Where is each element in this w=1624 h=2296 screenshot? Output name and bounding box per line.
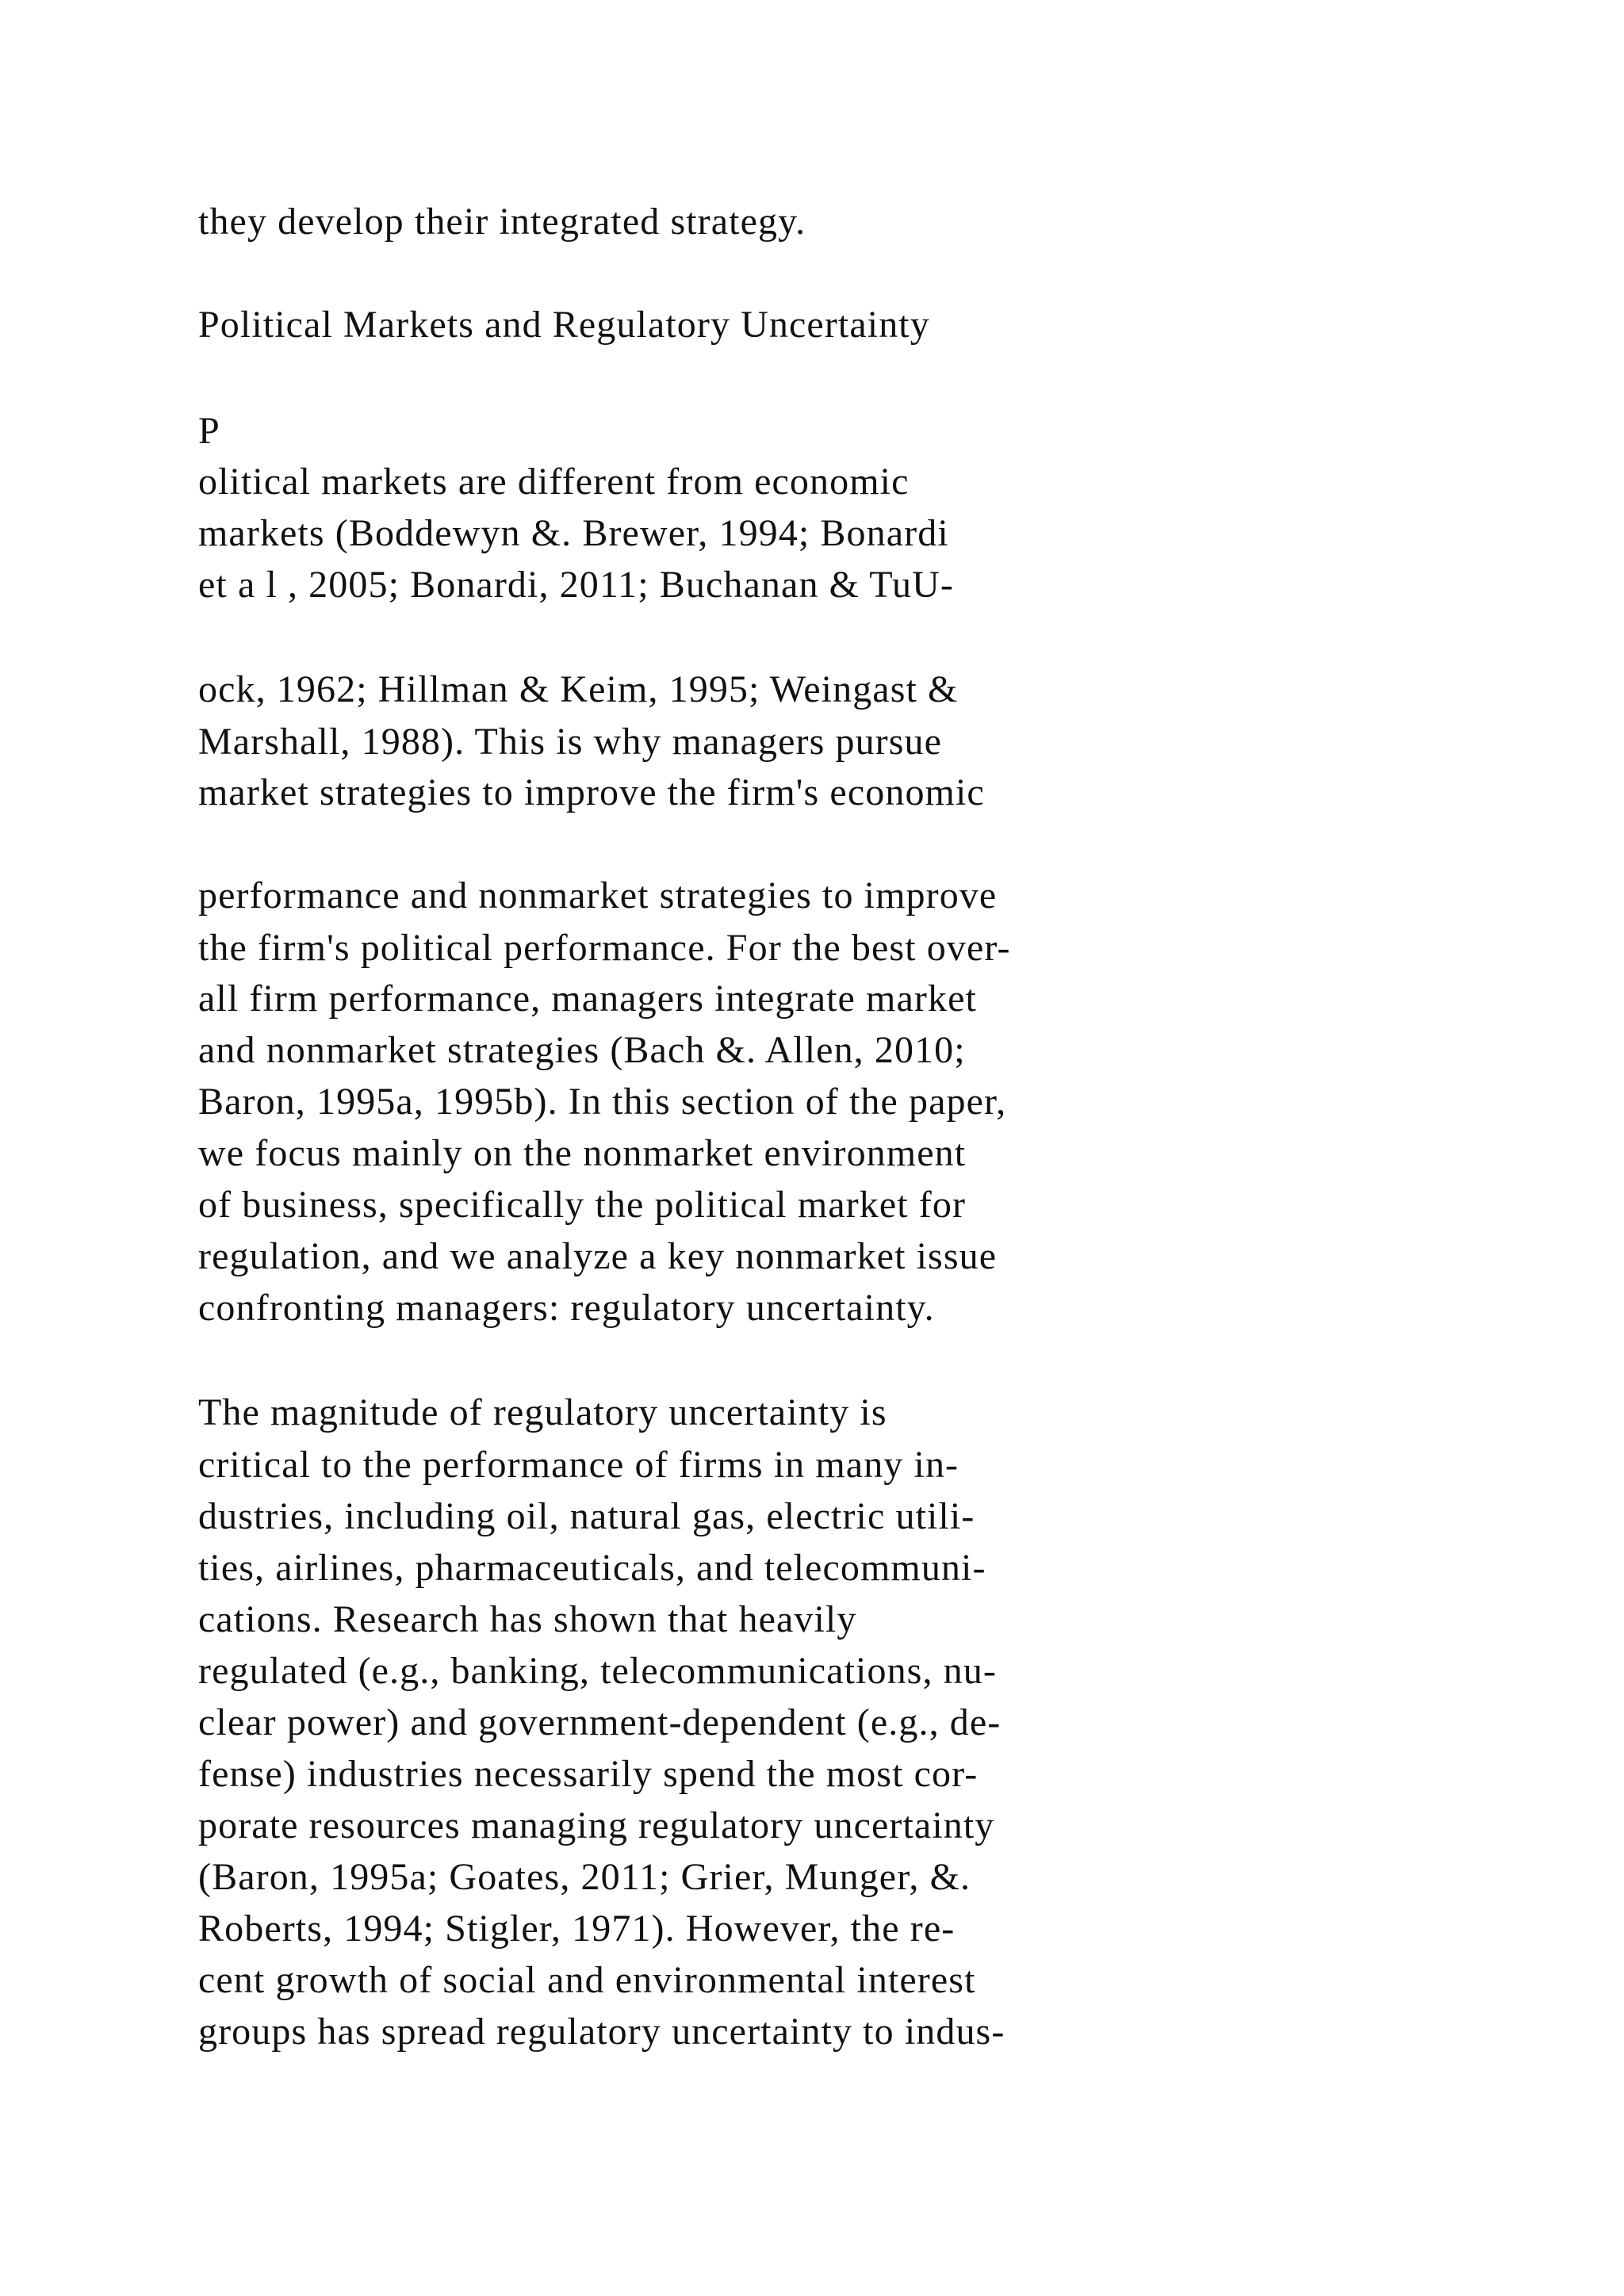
drop-cap: P — [198, 410, 220, 452]
section-heading: Political Markets and Regulatory Uncertainty — [198, 304, 930, 346]
text-line: ties, airlines, pharmaceuticals, and telecommuni- — [198, 1547, 986, 1589]
text-line: and nonmarket strategies (Bach &. Allen, 2010; — [198, 1029, 966, 1071]
text-line: clear power) and government-dependent (e.g., de- — [198, 1701, 1002, 1743]
text-line: cations. Research has shown that heavily — [198, 1598, 857, 1640]
text-line: we focus mainly on the nonmarket environment — [198, 1132, 967, 1174]
text-line: market strategies to improve the firm's economic — [198, 771, 985, 813]
text-line: ock, 1962; Hillman & Keim, 1995; Weingast & — [198, 668, 959, 710]
opening-line: they develop their integrated strategy. — [198, 201, 806, 243]
text-line: confronting managers: regulatory uncertainty. — [198, 1287, 935, 1329]
text-line: dustries, including oil, natural gas, electric utili- — [198, 1495, 975, 1537]
text-line: groups has spread regulatory uncertainty to indus- — [198, 2011, 1005, 2053]
text-line: markets (Boddewyn &. Brewer, 1994; Bonardi — [198, 512, 949, 554]
text-line: regulation, and we analyze a key nonmarket issue — [198, 1235, 998, 1277]
text-line: Baron, 1995a, 1995b). In this section of the paper, — [198, 1081, 1007, 1123]
text-line: the firm's political performance. For the best over- — [198, 927, 1011, 969]
text-line: olitical markets are different from economic — [198, 461, 910, 503]
text-line: et a l , 2005; Bonardi, 2011; Buchanan & TuU- — [198, 564, 954, 606]
text-line: regulated (e.g., banking, telecommunications, nu- — [198, 1650, 997, 1692]
text-line: all firm performance, managers integrate market — [198, 978, 977, 1020]
text-line: Marshall, 1988). This is why managers pursue — [198, 721, 943, 763]
text-line: porate resources managing regulatory uncertainty — [198, 1804, 995, 1846]
text-line: performance and nonmarket strategies to improve — [198, 874, 998, 916]
text-line: critical to the performance of firms in many in- — [198, 1444, 959, 1486]
text-line: (Baron, 1995a; Goates, 2011; Grier, Munger, &. — [198, 1856, 971, 1898]
text-line: Roberts, 1994; Stigler, 1971). However, the re- — [198, 1908, 956, 1950]
text-line: cent growth of social and environmental interest — [198, 1959, 976, 2001]
text-line: fense) industries necessarily spend the most cor- — [198, 1753, 979, 1795]
text-line: The magnitude of regulatory uncertainty is — [198, 1391, 887, 1433]
text-line: of business, specifically the political market for — [198, 1184, 967, 1226]
